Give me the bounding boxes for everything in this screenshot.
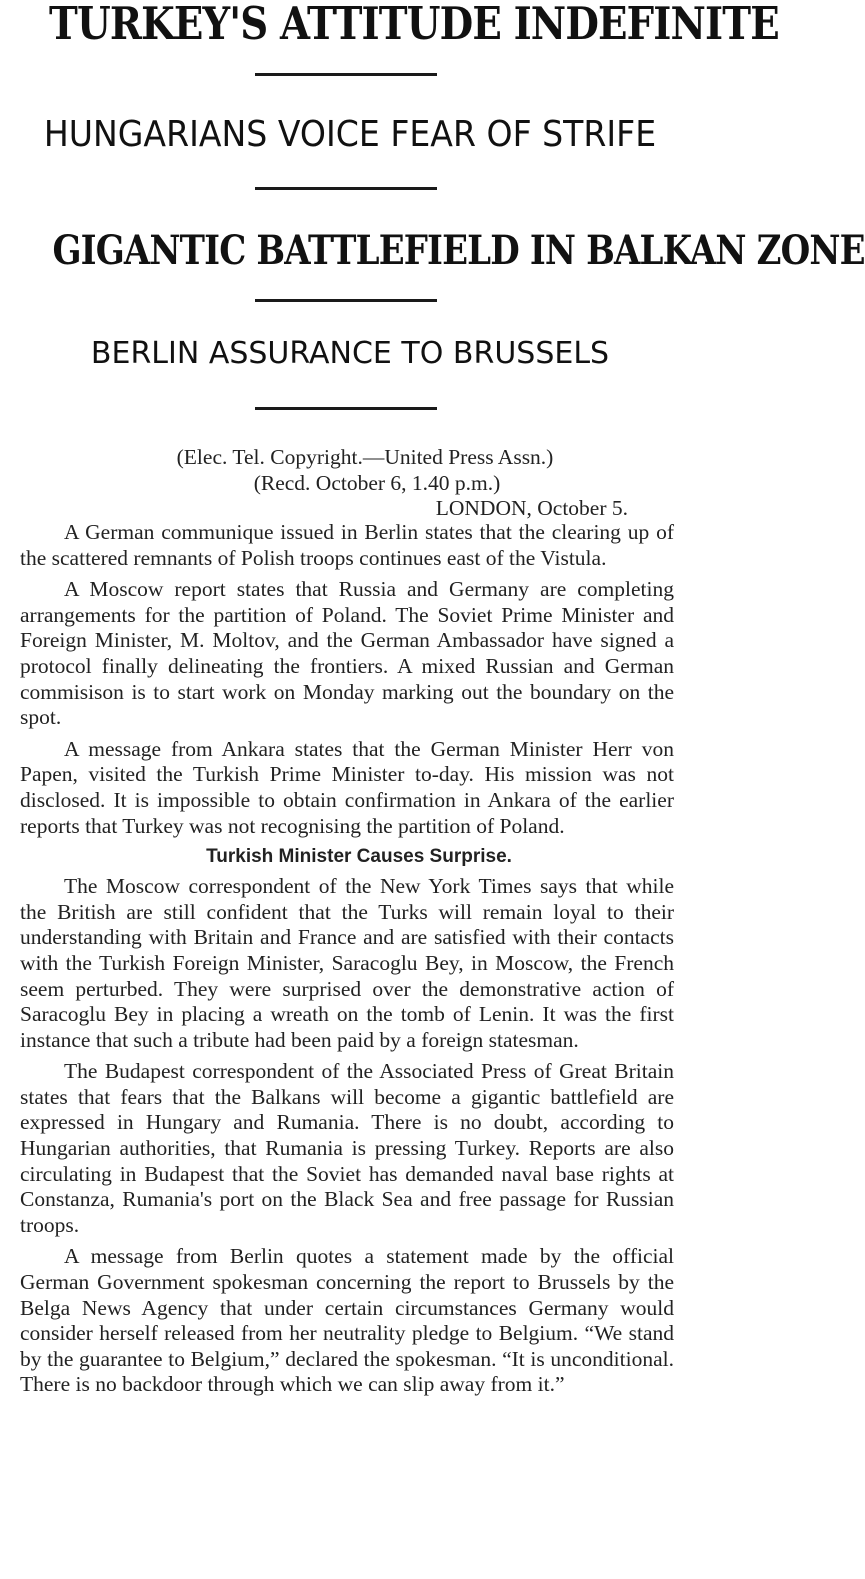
paragraph: A German communique issued in Berlin states that the clearing up of the scattered remnants of Polish troops continues east of the Vistula. <box>20 520 674 570</box>
dateline: LONDON, October 5. <box>435 496 628 520</box>
subheading: Turkish Minister Causes Surprise. <box>206 846 512 868</box>
headline-divider <box>255 299 437 302</box>
paragraph: The Budapest correspondent of the Associated Press of Great Britain states that fears that the Balkans will become a gigantic battlefield are expressed in Hungary and Rumania. There is no doubt, according to Hungarian authorities, that Rumania is pressing Turkey. Reports are also circulating in Budapest that the Soviet has demanded naval base rights at Constanza, Rumania's port on the Black Sea and free passage for Russian troops. <box>20 1059 674 1237</box>
paragraph: A message from Berlin quotes a statement made by the official German Government spokesman concerning the report to Brussels by the Belga News Agency that under certain circumstances Germany would consider herself released from her neutrality pledge to Belgium. “We stand by the guarantee to Belgium,” declared the spokesman. “It is unconditional. There is no backdoor through which we can slip away from it.” <box>20 1244 674 1397</box>
paragraph: The Moscow correspondent of the New York Times says that while the British are still confident that the Turks will remain loyal to their understanding with Britain and France and are satisfied with their contacts with the Turkish Foreign Minister, Saracoglu Bey, in Moscow, the French seem perturbed. They were surprised over the demonstrative action of Saracoglu Bey in placing a wreath on the tomb of Lenin. It was the first instance that such a tribute had been paid by a foreign statesman. <box>20 874 674 1052</box>
cable-credit: (Elec. Tel. Copyright.—United Press Assn.) <box>176 445 554 469</box>
headline-divider <box>255 407 437 410</box>
paragraph: A Moscow report states that Russia and Germany are completing arrangements for the partition of Poland. The Soviet Prime Minister and Foreign Minister, M. Moltov, and the German Ambassador have signed a protocol finally delineating the frontiers. A mixed Russian and German commisison is to start work on Monday marking out the boundary on the spot. <box>20 577 674 730</box>
headline-berlin: BERLIN ASSURANCE TO BRUSSELS <box>90 336 610 371</box>
headline-balkan: GIGANTIC BATTLEFIELD IN BALKAN ZONE <box>52 227 865 274</box>
headline-turkey: TURKEY'S ATTITUDE INDEFINITE <box>49 0 779 50</box>
article-body <box>20 444 674 1404</box>
headline-divider <box>255 187 437 190</box>
headline-divider <box>255 73 437 76</box>
headline-hungarians: HUNGARIANS VOICE FEAR OF STRIFE <box>43 114 657 155</box>
received-date: (Recd. October 6, 1.40 p.m.) <box>253 471 501 495</box>
paragraph: A message from Ankara states that the German Minister Herr von Papen, visited the Turkish Prime Minister to-day. His mission was not disclosed. It is impossible to obtain confirmation in Ankara of the earlier reports that Turkey was not recognising the partition of Poland. <box>20 736 674 838</box>
